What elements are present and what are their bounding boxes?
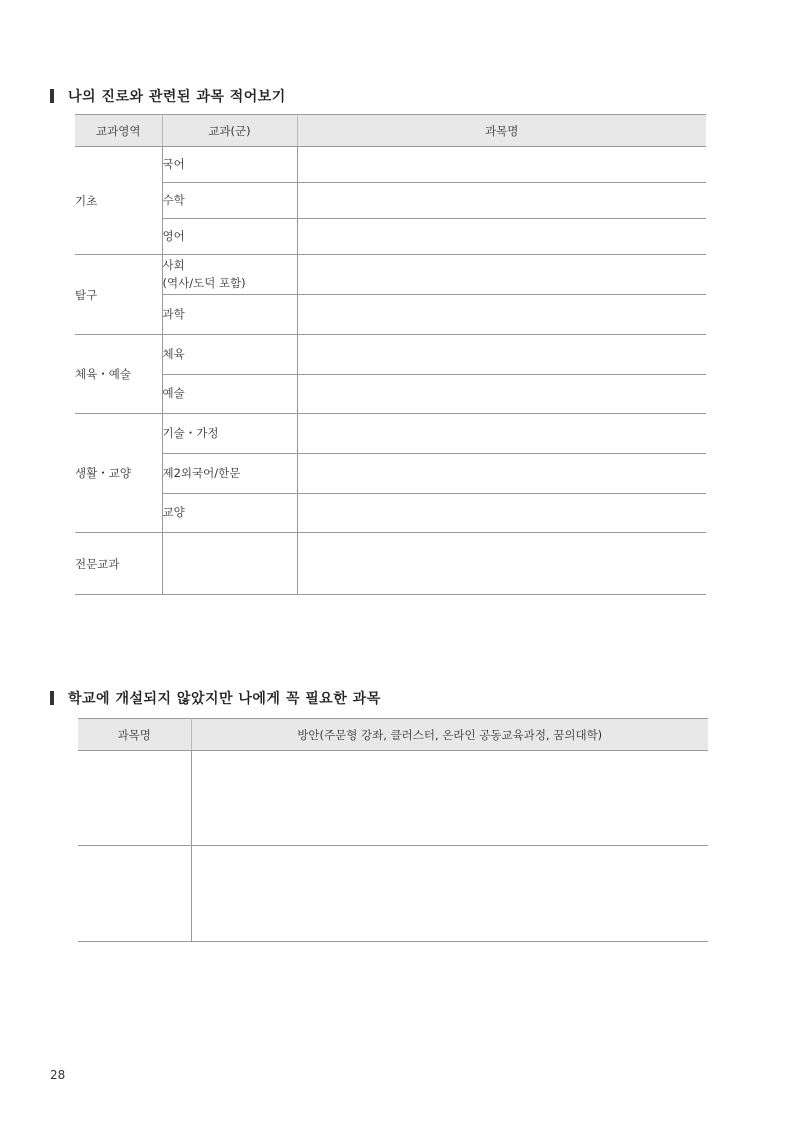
area-life-liberal: 생활・교양: [75, 414, 162, 533]
section-1-title: [50, 86, 286, 106]
header-area: 교과영역: [75, 115, 162, 147]
subject-pe: 체육: [162, 335, 297, 375]
subject-math: 수학: [162, 183, 297, 219]
subject-social-line2: (역사/도덕 포함): [162, 275, 246, 290]
subject-liberal-arts: 교양: [162, 494, 297, 533]
course-input-social[interactable]: [297, 255, 706, 295]
area-basic: 기초: [75, 147, 162, 255]
course-input-math[interactable]: [297, 183, 706, 219]
subject-social-line1: 사회: [162, 257, 185, 272]
subject-social: [162, 255, 297, 295]
needed-courses-table: [78, 718, 708, 942]
course-input-science[interactable]: [297, 295, 706, 335]
header-subject: 교과(군): [162, 115, 297, 147]
subject-second-language: 제2외국어/한문: [162, 454, 297, 494]
course-input-english[interactable]: [297, 219, 706, 255]
course-name-input-1[interactable]: [78, 751, 191, 846]
section-2-title: [50, 688, 381, 708]
subject-english: 영어: [162, 219, 297, 255]
method-input-1[interactable]: [191, 751, 708, 846]
course-input-pe[interactable]: [297, 335, 706, 375]
title-bar-icon: [50, 691, 54, 705]
subject-science: 과학: [162, 295, 297, 335]
title-bar-icon: [50, 89, 54, 103]
area-inquiry: 탐구: [75, 255, 162, 335]
page-number: 28: [50, 1068, 66, 1082]
subject-tech-home: 기술・가정: [162, 414, 297, 454]
course-input-liberal-arts[interactable]: [297, 494, 706, 533]
area-specialized: 전문교과: [75, 533, 162, 595]
header-method: 방안(주문형 강좌, 클러스터, 온라인 공동교육과정, 꿈의대학): [191, 719, 708, 751]
course-input-arts[interactable]: [297, 375, 706, 414]
course-name-input-2[interactable]: [78, 846, 191, 942]
section-1-title-text: 나의 진로와 관련된 과목 적어보기: [68, 89, 286, 105]
header-course: 과목명: [297, 115, 706, 147]
subject-arts: 예술: [162, 375, 297, 414]
course-input-tech-home[interactable]: [297, 414, 706, 454]
subject-korean: 국어: [162, 147, 297, 183]
course-input-specialized[interactable]: [297, 533, 706, 595]
area-pe-arts: 체육・예술: [75, 335, 162, 414]
career-subjects-table: [75, 114, 706, 595]
method-input-2[interactable]: [191, 846, 708, 942]
course-input-korean[interactable]: [297, 147, 706, 183]
course-input-second-language[interactable]: [297, 454, 706, 494]
section-2-title-text: 학교에 개설되지 않았지만 나에게 꼭 필요한 과목: [68, 691, 381, 707]
header-course-name: 과목명: [78, 719, 191, 751]
subject-input-specialized[interactable]: [162, 533, 297, 595]
